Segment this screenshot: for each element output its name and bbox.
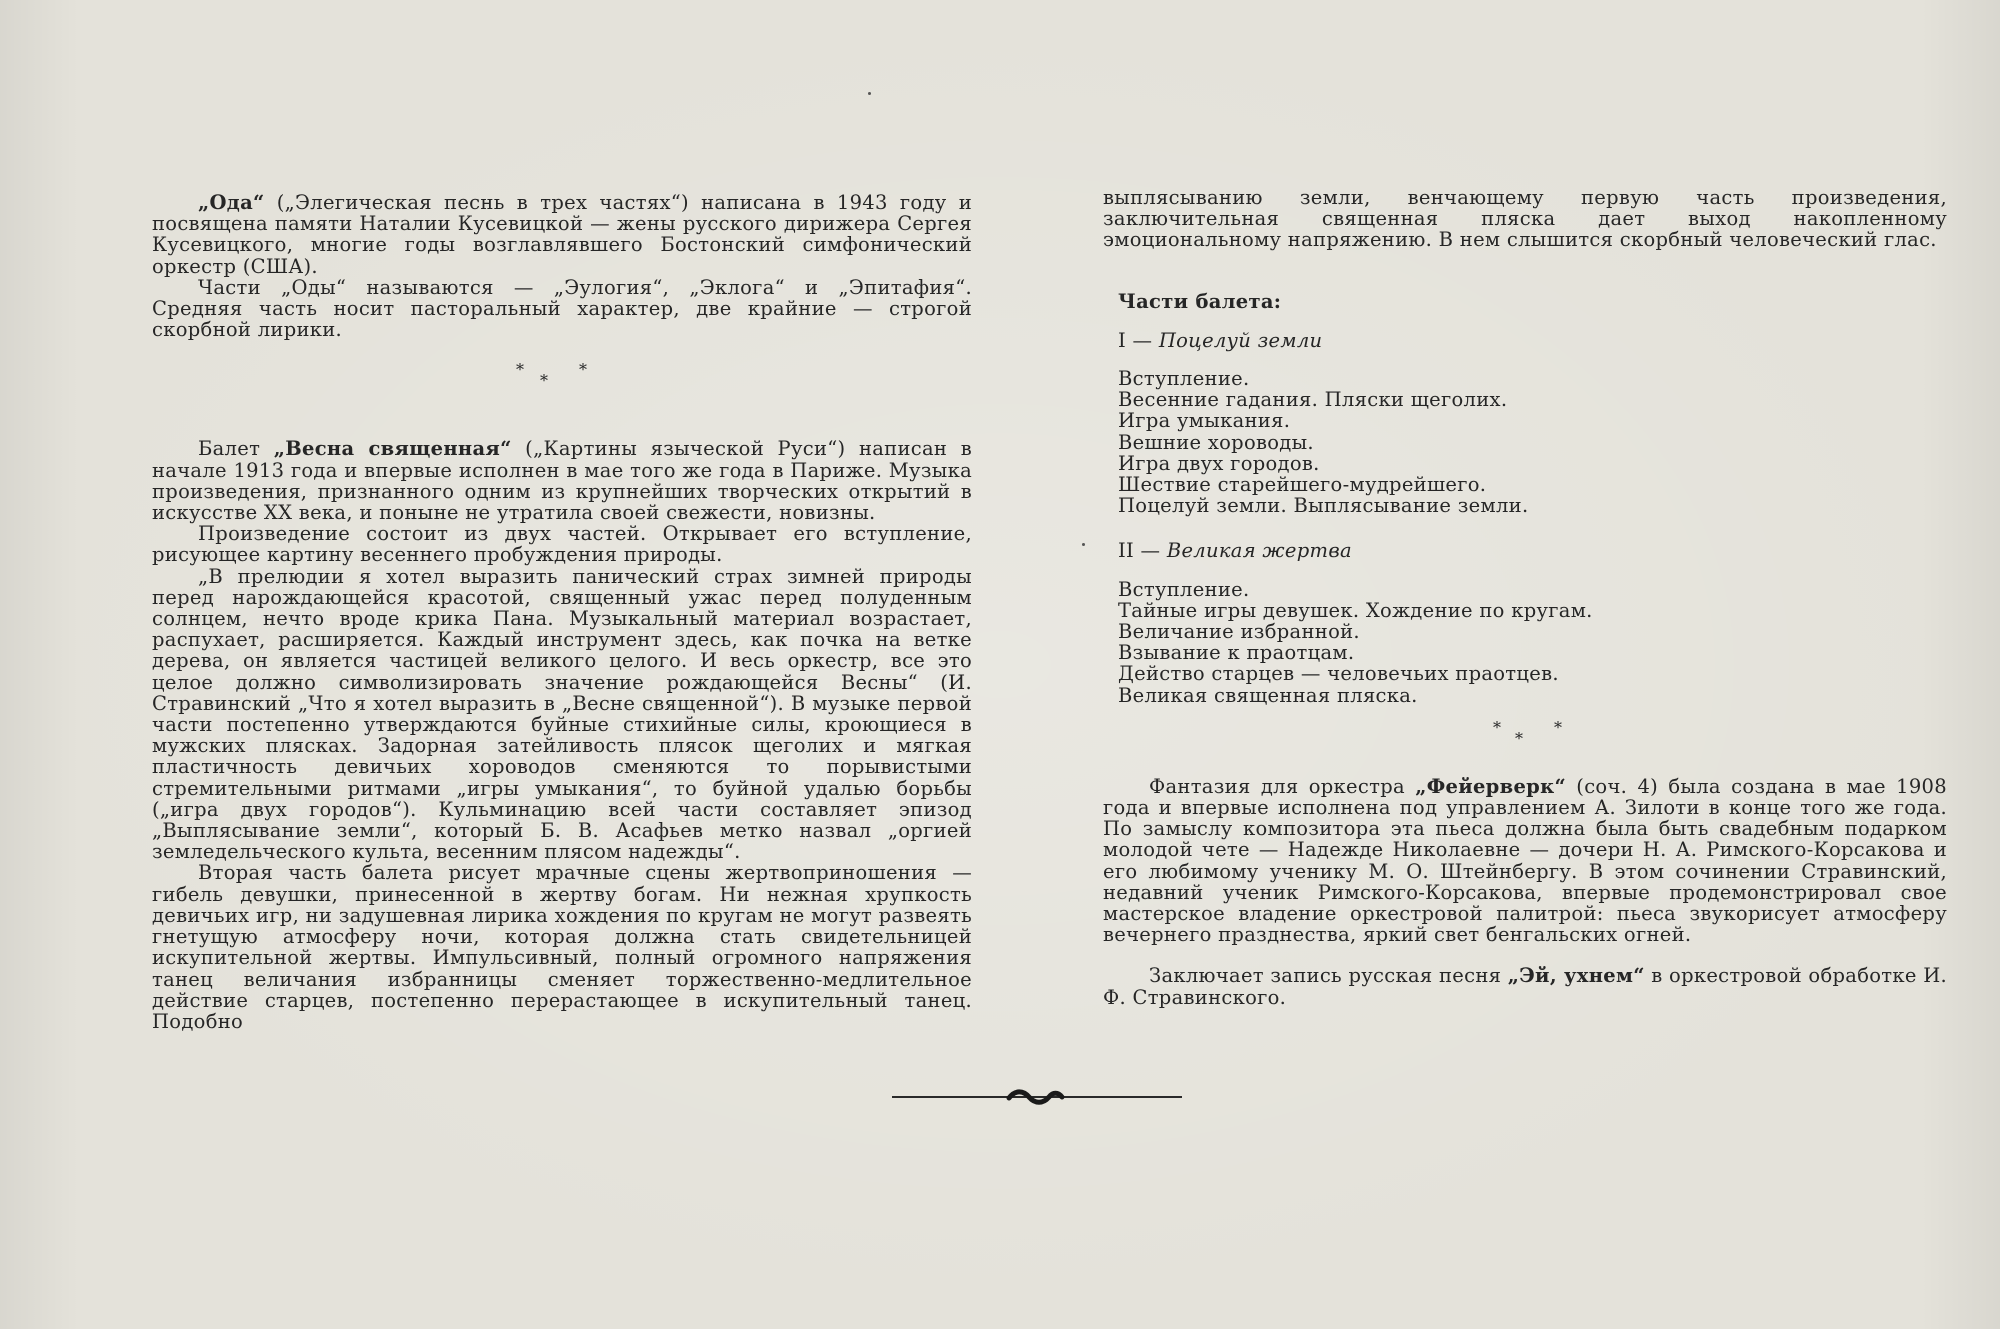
star: * bbox=[516, 360, 525, 380]
vesna-text: („Картины языческой Руси“) написан в начале 1913 года и впервые исполнен в мае того же года в Париже. Музыка произведения, признанного одним из крупнейших творческих открытий в искусстве XX века, и поныне не утратила своей свежести, новизны. bbox=[152, 437, 973, 525]
star: * bbox=[1493, 717, 1502, 737]
vesna-paragraph-1 bbox=[152, 438, 972, 523]
vesna-paragraph-2: Произведение состоит из двух частей. Открывает его вступление, рисующее картину весеннего пробуждения природы. bbox=[152, 522, 972, 567]
oda-paragraph-1 bbox=[152, 192, 972, 277]
list-item: Великая священная пляска. bbox=[1118, 683, 1418, 707]
list-item: Взывание к праотцам. bbox=[1118, 641, 1355, 665]
part-1-name: Поцелуй земли bbox=[1158, 328, 1323, 352]
list-item: Шествие старейшего-мудрейшего. bbox=[1118, 473, 1487, 497]
star: * bbox=[579, 360, 588, 380]
oda-paragraph-2: Части „Оды“ называются — „Эулогия“, „Эклога“ и „Эпитафия“. Средняя часть носит пасторальный характер, две крайние — строгой скорбной лирики. bbox=[152, 275, 972, 342]
closing-text: в оркестровой обработке И. Ф. Стравинского. bbox=[1103, 964, 1948, 1009]
vesna-paragraph-3: „В прелюдии я хотел выразить панический страх зимней природы перед нарождающейся красотой, священный ужас перед полуденным солнцем, нечто вроде крика Пана. Музыкальный материал возрастает, распухает, расширяется. Каждый инструмент здесь, как почка на ветке дерева, он является частицей великого целого. И весь оркестр, все это целое должно символизировать значение рождающейся Весны“ (И. Стравинский „Что я хотел выразить в „Весне священной“). В музыке первой части постепенно утверждаются буйные стихийные силы, кроющиеся в мужских плясках. Задорная затейливость плясок щеголих и мягкая пластичность девичьих хороводов сменяются то порывистыми стремительными ритмами „игры умыкания“, то буйной удалью борьбы („игра двух городов“). Кульминацию всей части составляет эпизод „Выплясывание земли“, который Б. В. Асафьев метко назвал „оргией земледельческого культа, весенним плясом надежды“. bbox=[152, 564, 972, 864]
part-2-title bbox=[1103, 540, 1947, 561]
part-2-number: II — bbox=[1118, 539, 1167, 563]
list-item: Весенние гадания. Пляски щеголих. bbox=[1118, 388, 1508, 412]
part-1-number: I — bbox=[1118, 328, 1159, 352]
closing-intro: Заключает запись русская песня bbox=[1149, 964, 1508, 988]
left-column bbox=[152, 192, 972, 1032]
list-item: Вступление. bbox=[1118, 577, 1250, 601]
oda-title: „Ода“ bbox=[198, 191, 265, 214]
print-speck bbox=[1082, 543, 1085, 546]
continuation-paragraph: выплясыванию земли, венчающему первую часть произведения, заключительная священная пляска дает выход накопленному эмоциональному напряжению. В нем слышится скорбный человеческий глас. bbox=[1103, 186, 1947, 252]
ornament-divider bbox=[892, 1086, 1182, 1108]
section-divider-stars bbox=[152, 362, 972, 396]
list-item: Поцелуй земли. Выплясывание земли. bbox=[1118, 494, 1529, 518]
list-item: Игра двух городов. bbox=[1118, 451, 1320, 475]
fireworks-intro: Фантазия для оркестра bbox=[1149, 774, 1416, 798]
list-item: Величание избранной. bbox=[1118, 620, 1360, 644]
list-item: Действо старцев — человечьих праотцев. bbox=[1118, 662, 1559, 686]
vesna-paragraph-4: Вторая часть балета рисует мрачные сцены жертвоприношения — гибель девушки, принесенной в жертву богам. Ни нежная хрупкость девичьих игр, ни задушевная лирика хождения по кругам не могут развеять гнетущую атмосферу ночи, которая должна стать свидетельницей искупительной жертвы. Импульсивный, полный огромного напряжения танец величания избранницы сменяет торжественно-медлительное действие старцев, постепенно перерастающее в искупительный танец. Подобно bbox=[152, 861, 972, 1033]
right-column bbox=[1103, 187, 1947, 1008]
list-item: Вешние хороводы. bbox=[1118, 430, 1314, 454]
star: * bbox=[540, 371, 549, 391]
fireworks-text: (соч. 4) была создана в мае 1908 года и впервые исполнена под управлением А. Зилоти в конце того же года. По замыслу композитора эта пьеса должна была быть свадебным подарком молодой чете — Надежде Николаевне — дочери Н. А. Римского-Корсакова и его любимому ученику М. О. Штейнбергу. В этом сочинении Стравинский, недавний ученик Римского-Корсакова, впервые продемонстрировал свое мастерское владение оркестровой палитрой: пьеса звукорисует атмосферу вечернего празднества, яркий свет бенгальских огней. bbox=[1103, 774, 1947, 947]
closing-paragraph bbox=[1103, 965, 1947, 1007]
part-1-list bbox=[1103, 368, 1947, 516]
ballet-parts-heading: Части балета: bbox=[1118, 289, 1282, 313]
closing-title: „Эй, ухнем“ bbox=[1507, 964, 1645, 988]
star: * bbox=[1515, 728, 1524, 748]
part-1-title bbox=[1103, 330, 1947, 351]
vesna-title: „Весна священная“ bbox=[273, 437, 512, 461]
fireworks-paragraph bbox=[1103, 776, 1947, 946]
print-speck bbox=[868, 92, 871, 95]
star: * bbox=[1554, 717, 1563, 737]
list-item: Тайные игры девушек. Хождение по кругам. bbox=[1118, 598, 1593, 622]
vesna-intro: Балет bbox=[198, 437, 274, 461]
part-2-name: Великая жертва bbox=[1166, 539, 1352, 563]
oda-text: („Элегическая песнь в трех частях“) написана в 1943 году и посвящена памяти Наталии Кусевицкой — жены русского дирижера Сергея Кусевицкого, многие годы возглавлявшего Бостонский симфонический оркестр (США). bbox=[152, 191, 972, 278]
section-divider-stars bbox=[1103, 717, 1947, 754]
fireworks-title: „Фейерверк“ bbox=[1415, 774, 1567, 798]
list-item: Игра умыкания. bbox=[1118, 409, 1291, 433]
list-item: Вступление. bbox=[1118, 367, 1250, 391]
part-2-list bbox=[1103, 579, 1947, 706]
